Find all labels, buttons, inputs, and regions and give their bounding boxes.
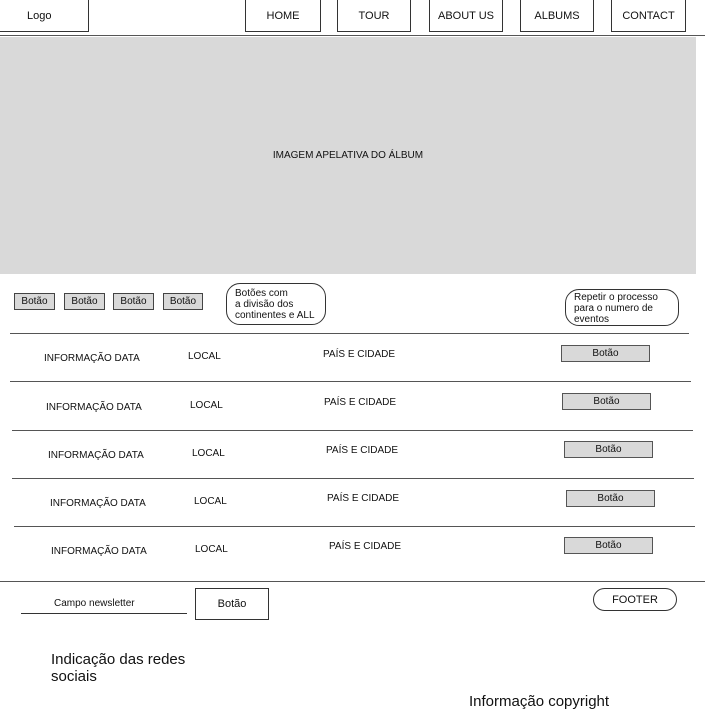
event-date: INFORMAÇÃO DATA [46,402,142,413]
event-date: INFORMAÇÃO DATA [51,546,147,557]
filter-note: Botões com a divisão dos continentes e ALL [226,283,326,325]
newsletter-button[interactable]: Botão [195,588,269,620]
event-local: LOCAL [195,544,228,555]
copyright-info: Informação copyright [469,693,610,710]
event-local: LOCAL [192,448,225,459]
nav-home[interactable]: HOME [245,0,321,32]
event-date: INFORMAÇÃO DATA [50,498,146,509]
event-city: PAÍS E CIDADE [324,397,397,408]
event-date: INFORMAÇÃO DATA [44,353,140,364]
social-links-info: Indicação das redes sociais [51,651,186,685]
header-divider [0,35,705,36]
filter-button-2[interactable]: Botão [64,293,105,310]
event-button[interactable]: Botão [562,393,651,410]
event-city: PAÍS E CIDADE [327,493,400,504]
repeat-note: Repetir o processo para o numero de eventos [565,289,679,326]
nav-about-us[interactable]: ABOUT US [429,0,503,32]
hero-image-placeholder [0,37,696,274]
event-date: INFORMAÇÃO DATA [48,450,144,461]
event-button[interactable]: Botão [566,490,655,507]
row-divider [10,333,689,334]
nav-contact[interactable]: CONTACT [611,0,686,32]
hero-label: IMAGEM APELATIVA DO ÁLBUM [272,150,424,161]
event-city: PAÍS E CIDADE [323,349,396,360]
logo[interactable]: Logo [0,0,89,32]
event-button[interactable]: Botão [561,345,650,362]
event-button[interactable]: Botão [564,537,653,554]
newsletter-label: Campo newsletter [54,598,135,609]
filter-button-3[interactable]: Botão [113,293,154,310]
event-local: LOCAL [188,351,221,362]
event-city: PAÍS E CIDADE [326,445,399,456]
row-divider [12,430,693,431]
nav-tour[interactable]: TOUR [337,0,411,32]
event-local: LOCAL [194,496,227,507]
row-divider [10,381,691,382]
row-divider [14,526,695,527]
newsletter-input[interactable] [21,613,187,614]
nav-albums[interactable]: ALBUMS [520,0,594,32]
row-divider [12,478,694,479]
event-city: PAÍS E CIDADE [329,541,402,552]
footer-pill: FOOTER [593,588,677,611]
event-button[interactable]: Botão [564,441,653,458]
filter-button-4[interactable]: Botão [163,293,203,310]
footer-divider [0,581,705,582]
event-local: LOCAL [190,400,223,411]
filter-button-1[interactable]: Botão [14,293,55,310]
